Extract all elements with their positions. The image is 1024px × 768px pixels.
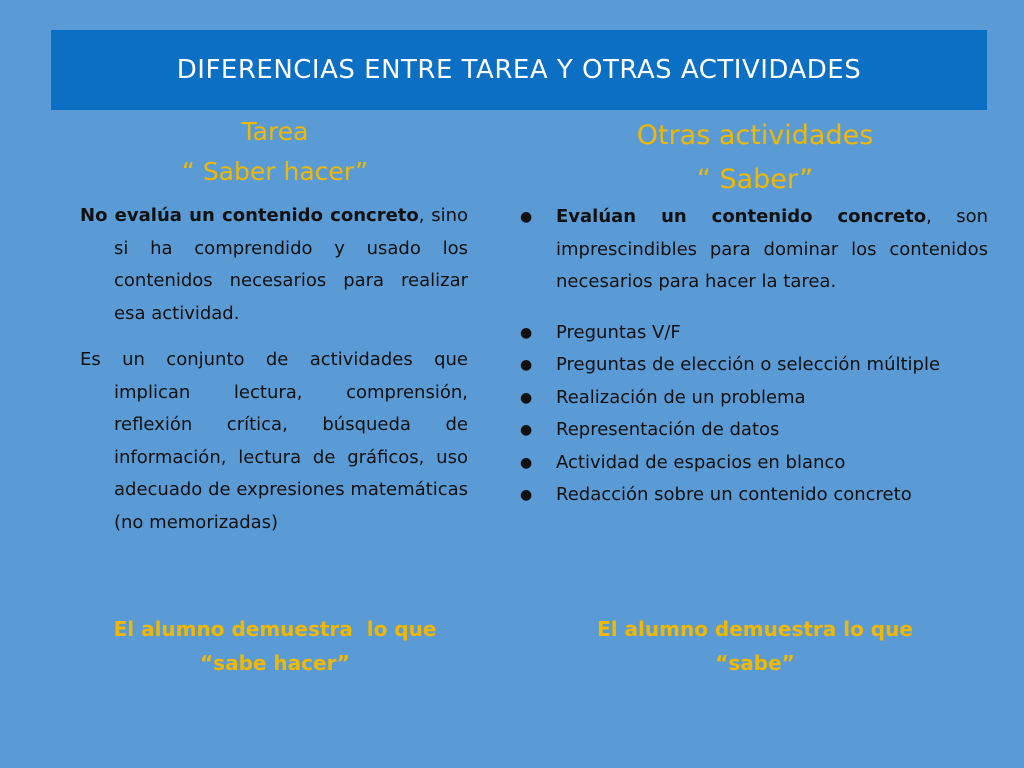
list-item: [520, 447, 988, 480]
list-item-text: Preguntas de elección o selección múltiple: [556, 354, 941, 375]
list-item-text: Realización de un problema: [556, 386, 806, 408]
title-bar: [51, 30, 987, 110]
right-subheading: “ Saber”: [696, 164, 814, 195]
list-item-text: Actividad de espacios en blanco: [556, 451, 846, 473]
left-conclusion: [80, 612, 470, 680]
list-item-text: Representación de datos: [556, 419, 780, 440]
list-item: [520, 479, 988, 512]
bullet-icon: ●: [520, 324, 533, 341]
left-column-header: [80, 112, 470, 192]
left-paragraph-1: [80, 200, 468, 330]
bullet-icon: ●: [520, 209, 533, 225]
right-first-item-bold: Evalúan un contenido concreto: [556, 206, 927, 227]
left-paragraph-1-rest: , sino si ha comprendido y usado los contenidos necesarios para realizar esa actividad.: [114, 205, 468, 324]
left-paragraph-2: Es un conjunto de actividades que implican lectura, comprensión, reflexión crítica, búsqueda de información, lectura de gráficos, uso adecuado de expresiones matemáticas (no memorizadas): [80, 349, 468, 533]
right-column-body: [520, 201, 988, 512]
right-first-item-rest: , son imprescindibles para dominar los contenidos necesarios para hacer la tarea.: [556, 206, 988, 292]
right-column-header: [510, 114, 1000, 202]
bullet-icon: ●: [520, 357, 533, 373]
slide-title: DIFERENCIAS ENTRE TAREA Y OTRAS ACTIVIDADES: [176, 55, 862, 85]
bullet-icon: ●: [520, 487, 533, 503]
left-subheading: “ Saber hacer”: [181, 157, 369, 186]
list-item: [520, 382, 988, 415]
right-conclusion-line-2: “sabe”: [715, 651, 795, 675]
bullet-icon: ●: [520, 454, 533, 471]
left-heading: Tarea: [241, 117, 309, 146]
left-conclusion-line-1: El alumno demuestra lo que: [113, 617, 437, 641]
list-item: [520, 349, 988, 382]
bullet-icon: ●: [520, 422, 533, 438]
right-conclusion-line-1: El alumno demuestra lo que: [597, 617, 913, 641]
list-item: [520, 201, 988, 299]
list-item-text: Redacción sobre un contenido concreto: [556, 484, 912, 505]
list-item-text: Preguntas V/F: [556, 321, 681, 343]
right-conclusion: [510, 612, 1000, 680]
list-item: [520, 414, 988, 447]
left-conclusion-line-2: “sabe hacer”: [200, 651, 350, 675]
bullet-icon: ●: [520, 389, 533, 406]
list-item: [520, 317, 988, 350]
left-paragraph-1-bold: No evalúa un contenido concreto: [80, 205, 419, 226]
right-heading: Otras actividades: [636, 120, 874, 151]
left-column-body: [80, 200, 468, 539]
list-item-text: [556, 201, 988, 299]
list-spacer: [520, 299, 988, 317]
